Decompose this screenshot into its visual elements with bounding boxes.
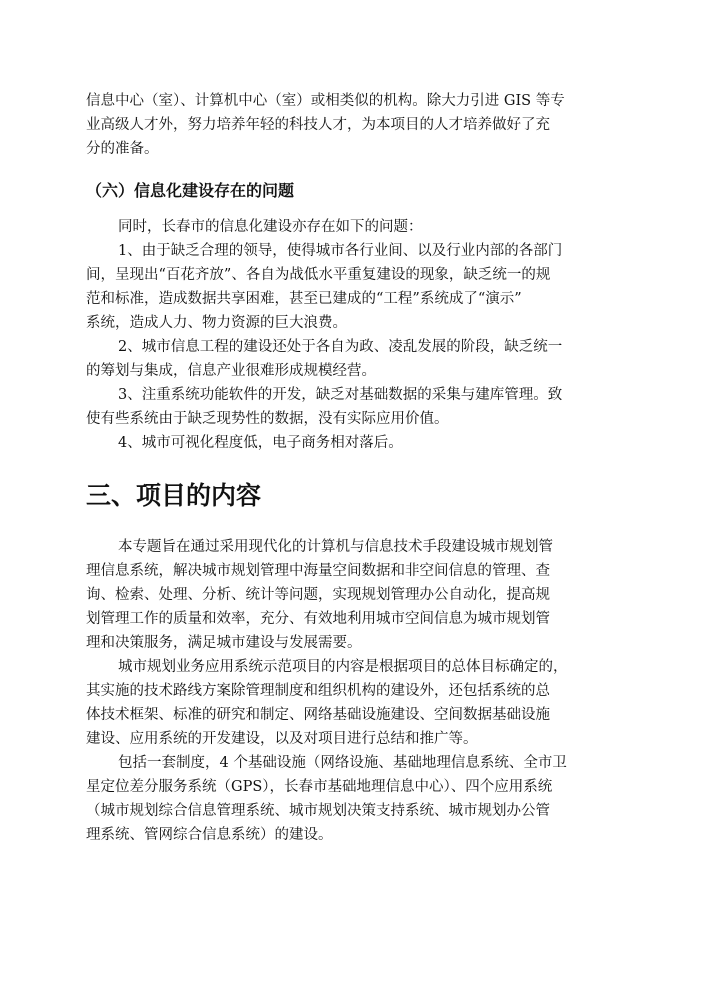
problems-line-7: 的筹划与集成，信息产业很难形成规模经营。 [86, 363, 376, 379]
subsection-heading: （六）信息化建设存在的问题 [86, 181, 295, 200]
content-line-12: （城市规划综合信息管理系统、城市规划决策支持系统、城市规划办公管 [86, 803, 550, 819]
section-heading: 三、项目的内容 [86, 481, 262, 510]
content-line-5: 理和决策服务，满足城市建设与发展需要。 [86, 635, 362, 651]
content-line-1: 本专题旨在通过采用现代化的计算机与信息技术手段建设城市规划管 [118, 539, 553, 555]
content-line-11: 星定位差分服务系统（GPS），长春市基础地理信息中心）、四个应用系统 [86, 779, 553, 795]
problems-line-3: 间，呈现出“百花齐放”、各自为战低水平重复建设的现象，缺乏统一的规 [86, 267, 551, 283]
content-line-7: 其实施的技术路线方案除管理制度和组织机构的建设外，还包括系统的总 [86, 683, 550, 699]
content-line-3: 询、检索、处理、分析、统计等问题，实现规划管理办公自动化，提高规 [86, 587, 550, 603]
problems-line-5: 系统，造成人力、物力资源的巨大浪费。 [86, 315, 347, 331]
intro-line-2: 业高级人才外，努力培养年轻的科技人才，为本项目的人才培养做好了充 [86, 117, 550, 133]
intro-line-1: 信息中心（室）、计算机中心（室）或相类似的机构。除大力引进 GIS 等专 [86, 93, 565, 109]
problems-line-1: 同时，长春市的信息化建设亦存在如下的问题： [118, 219, 423, 235]
problems-line-8: 3、注重系统功能软件的开发，缺乏对基础数据的采集与建库管理。致 [118, 387, 563, 403]
problems-line-2: 1、由于缺乏合理的领导，使得城市各行业间、以及行业内部的各部门 [118, 243, 563, 259]
content-line-4: 划管理工作的质量和效率，充分、有效地利用城市空间信息为城市规划管 [86, 611, 550, 627]
content-line-2: 理信息系统，解决城市规划管理中海量空间数据和非空间信息的管理、查 [86, 563, 550, 579]
content-line-13: 理系统、管网综合信息系统）的建设。 [86, 827, 333, 843]
content-line-9: 建设、应用系统的开发建设，以及对项目进行总结和推广等。 [86, 731, 478, 747]
problems-line-6: 2、城市信息工程的建设还处于各自为政、凌乱发展的阶段，缺乏统一 [118, 339, 563, 355]
content-line-10: 包括一套制度，4 个基础设施（网络设施、基础地理信息系统、全市卫 [118, 755, 567, 771]
intro-line-3: 分的准备。 [86, 141, 159, 157]
problems-line-4: 范和标准，造成数据共享困难，甚至已建成的“工程”系统成了“演示” [86, 291, 522, 307]
content-line-8: 体技术框架、标准的研究和制定、网络基础设施建设、空间数据基础设施 [86, 707, 550, 723]
problems-line-9: 使有些系统由于缺乏现势性的数据，没有实际应用价值。 [86, 411, 449, 427]
problems-line-10: 4、城市可视化程度低，电子商务相对落后。 [118, 435, 403, 451]
content-line-6: 城市规划业务应用系统示范项目的内容是根据项目的总体目标确定的， [118, 659, 568, 675]
